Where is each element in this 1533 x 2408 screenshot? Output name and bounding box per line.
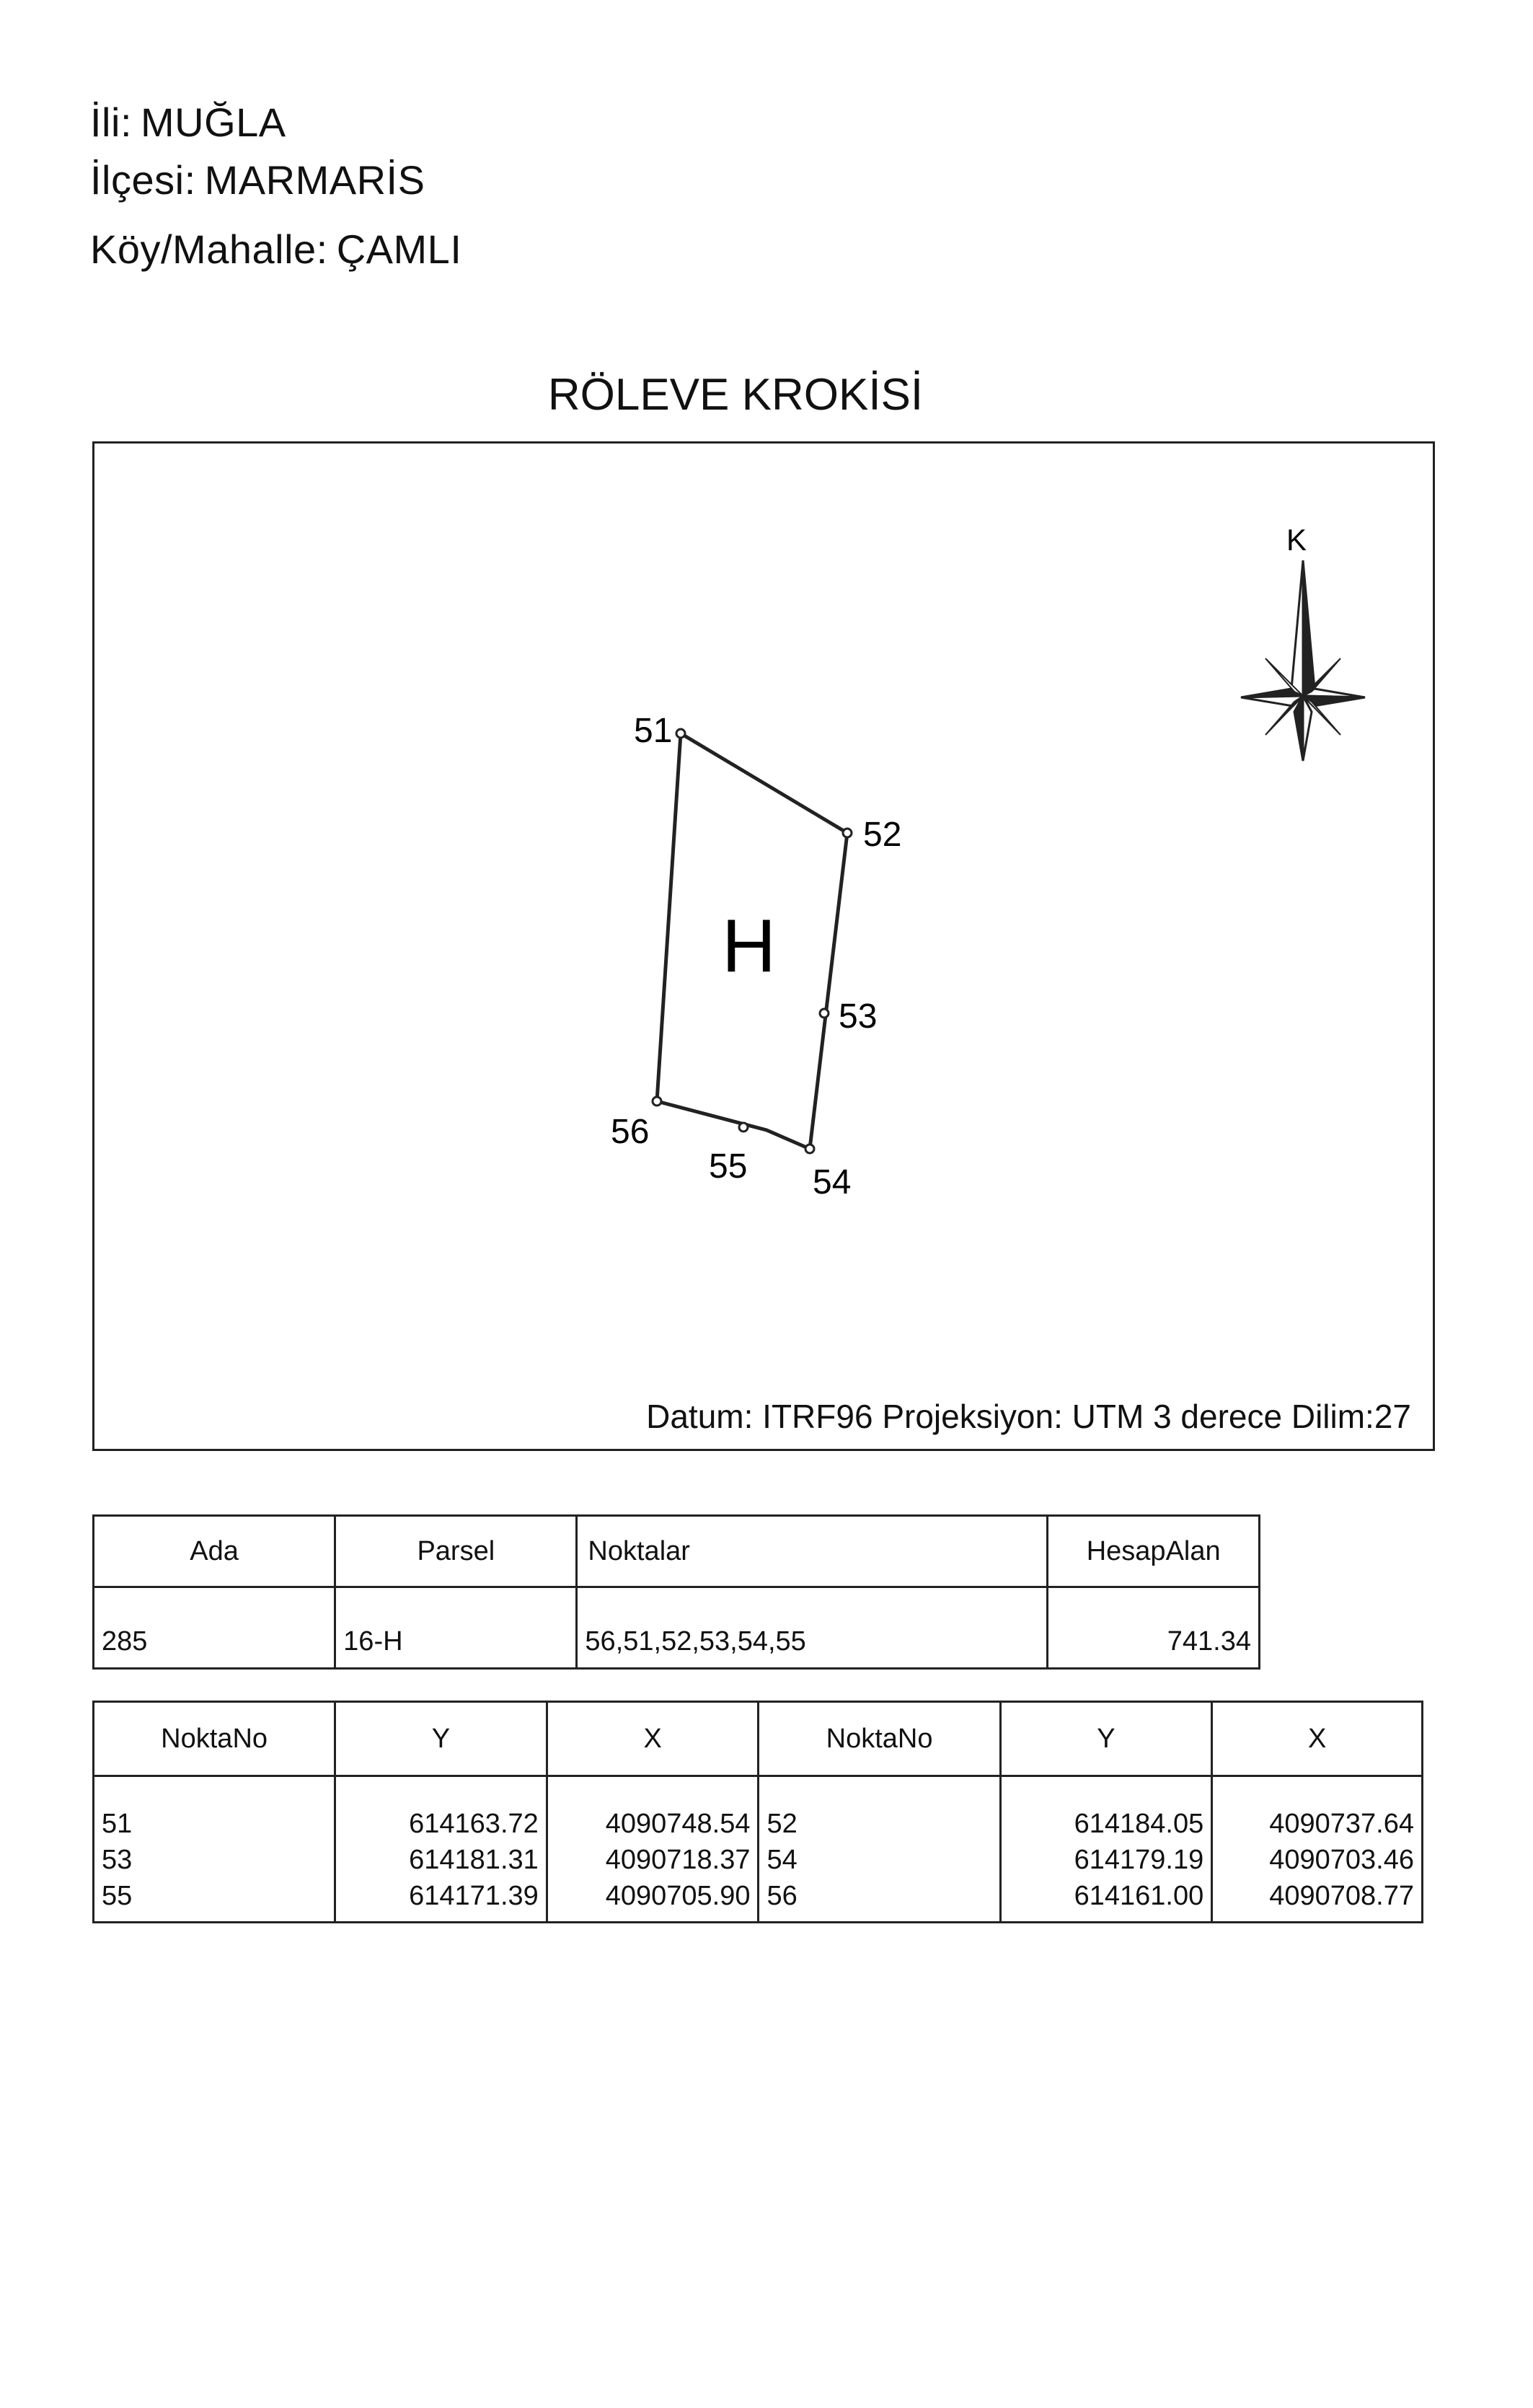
village-line (90, 226, 462, 272)
point-53-marker (820, 1009, 829, 1018)
coordinate-table (92, 1701, 1423, 1923)
province-value: MUĞLA (141, 100, 286, 145)
coordinate-table-body (94, 1776, 1423, 1923)
list-item: 614181.31 (409, 1845, 539, 1875)
header-ada: Ada (94, 1516, 335, 1587)
table-row (94, 1587, 1260, 1669)
point-52-label: 52 (863, 816, 902, 854)
col-noktano-2 (759, 1776, 1000, 1923)
parcel-table-header (94, 1516, 1260, 1587)
list-item: 614163.72 (409, 1809, 539, 1839)
list-item: 51 (102, 1809, 133, 1839)
sketch-map-frame (92, 441, 1435, 1451)
page-title: RÖLEVE KROKİSİ (547, 370, 924, 420)
header-noktano-1: NoktaNo (94, 1702, 335, 1776)
cell-ada: 285 (94, 1587, 335, 1669)
list-item: 53 (102, 1845, 133, 1875)
datum-text: Datum: ITRF96 Projeksiyon: UTM 3 derece Dilim:27 (646, 1398, 1411, 1435)
header-y-2: Y (1000, 1702, 1212, 1776)
col-y-2 (1000, 1776, 1212, 1923)
list-item: 56 (766, 1881, 798, 1911)
province-line (90, 102, 286, 143)
list-item: 55 (102, 1881, 133, 1911)
col-x-2 (1212, 1776, 1423, 1923)
district-label: İlçesi: (90, 157, 196, 203)
north-arrow-icon (1241, 523, 1365, 761)
list-item: 4090737.64 (1269, 1809, 1414, 1839)
coordinate-table-header (94, 1702, 1423, 1776)
village-value: ÇAMLI (336, 226, 462, 272)
header-x-2: X (1212, 1702, 1423, 1776)
header-y-1: Y (335, 1702, 547, 1776)
point-56-marker (653, 1097, 661, 1106)
list-item: 614171.39 (409, 1881, 539, 1911)
header-hesapalan: HesapAlan (1048, 1516, 1260, 1587)
point-55-label: 55 (709, 1147, 748, 1186)
point-54-marker (805, 1145, 814, 1153)
parcel-table (92, 1514, 1260, 1670)
north-label: K (1286, 523, 1307, 557)
header-parsel: Parsel (335, 1516, 577, 1587)
point-51-marker (676, 729, 685, 738)
point-54-label: 54 (813, 1163, 852, 1201)
cell-parsel: 16-H (335, 1587, 577, 1669)
header-noktano-2: NoktaNo (759, 1702, 1000, 1776)
parcel-letter: H (722, 904, 777, 988)
list-item: 614184.05 (1074, 1809, 1204, 1839)
point-55-marker (739, 1123, 748, 1132)
col-y-1 (335, 1776, 547, 1923)
district-value: MARMARİS (204, 157, 425, 203)
list-item: 614161.00 (1074, 1881, 1204, 1911)
list-item: 4090748.54 (605, 1809, 751, 1839)
list-item: 4090703.46 (1269, 1845, 1414, 1875)
cell-hesapalan: 741.34 (1048, 1587, 1260, 1669)
list-item: 52 (766, 1809, 798, 1839)
point-51-label: 51 (634, 712, 673, 750)
province-label: İli: (90, 100, 132, 145)
point-53-label: 53 (839, 997, 878, 1036)
list-item: 614179.19 (1074, 1845, 1204, 1875)
header-noktalar: Noktalar (577, 1516, 1048, 1587)
list-item: 4090708.77 (1269, 1881, 1414, 1911)
cell-noktalar: 56,51,52,53,54,55 (577, 1587, 1048, 1669)
district-line (90, 157, 425, 203)
col-x-1 (547, 1776, 759, 1923)
col-noktano-1 (94, 1776, 335, 1923)
header-x-1: X (547, 1702, 759, 1776)
sketch-map (94, 444, 1437, 1453)
list-item: 54 (766, 1845, 798, 1875)
village-label: Köy/Mahalle: (90, 226, 328, 272)
list-item: 4090718.37 (605, 1845, 751, 1875)
point-52-marker (843, 829, 852, 837)
point-56-label: 56 (611, 1113, 650, 1151)
list-item: 4090705.90 (605, 1881, 751, 1911)
